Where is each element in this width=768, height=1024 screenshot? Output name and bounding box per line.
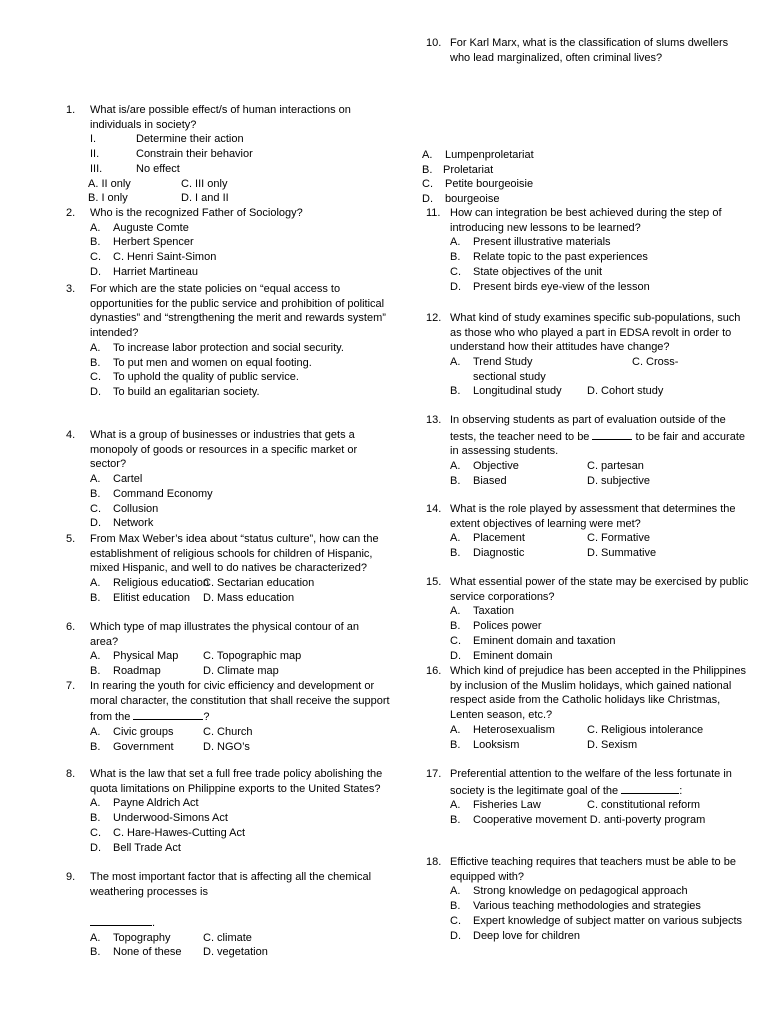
question-15 xyxy=(426,575,750,663)
question-11 xyxy=(426,206,750,294)
choice-row xyxy=(88,177,390,192)
question-16 xyxy=(426,664,750,752)
answer-blank xyxy=(592,428,632,440)
option: D. Bell Trade Act xyxy=(90,841,181,854)
option: D. To build an egalitarian society. xyxy=(90,385,260,398)
option: Government xyxy=(113,740,174,753)
option: C. Topographic map xyxy=(203,650,302,663)
option: C. Eminent domain and taxation xyxy=(450,634,616,647)
option: Diagnostic xyxy=(473,547,525,560)
option-row: A. Fisheries Law C. constitutional reform xyxy=(450,799,701,812)
question-text: What kind of study examines specific sub-populations, such as those who who played a part in EDSA revolt in order to understand how their attitudes have change? xyxy=(450,312,741,354)
option: A. To increase labor protection and social security. xyxy=(90,341,344,354)
question-number: 17. xyxy=(426,768,442,780)
option-row: A. Heterosexualism C. Religious intolerance xyxy=(450,723,704,736)
question-18 xyxy=(426,855,750,943)
option: C. C. Hare-Hawes-Cutting Act xyxy=(90,826,246,839)
option: Religious education xyxy=(113,577,210,590)
option: Civic groups xyxy=(113,726,174,739)
option-row: B. Roadmap D. Climate map xyxy=(90,665,279,678)
option: D. bourgeoise xyxy=(422,193,500,206)
question-10-options xyxy=(422,148,722,207)
option-row: A. Objective C. partesan xyxy=(450,460,644,473)
question-17 xyxy=(426,767,750,828)
choice-row xyxy=(88,191,390,206)
option: C. climate xyxy=(203,931,252,944)
option: C. Sectarian education xyxy=(203,577,315,590)
option: C. Collusion xyxy=(90,502,159,515)
question-number: 18. xyxy=(426,856,442,868)
option-row: A. Physical Map C. Topographic map xyxy=(90,650,302,663)
question-text: For which are the state policies on “equal access to opportunities for the public service and prohibition of political dynasties” and “strengthening the merit and rewards system” intended? xyxy=(90,283,386,340)
question-number: 11. xyxy=(426,207,441,219)
question-text: Who is the recognized Father of Sociology? xyxy=(90,207,303,219)
option: D. Network xyxy=(90,517,154,530)
question-text: Preferential attention to the welfare of the less fortunate in society is the legitimate goal of the : xyxy=(450,768,732,797)
option: A. Lumpenproletariat xyxy=(422,149,534,161)
option: D. Summative xyxy=(587,547,657,560)
statement-item: III. No effect xyxy=(90,162,180,175)
question-8 xyxy=(66,767,390,855)
option: B. Underwood-Simons Act xyxy=(90,812,228,825)
question-12 xyxy=(426,311,750,399)
question-10 xyxy=(426,36,750,65)
option: A. Payne Aldrich Act xyxy=(90,797,199,810)
question-text: What is the role played by assessment that determines the extent objectives of learning were met? xyxy=(450,503,736,530)
option: B. Polices power xyxy=(450,620,542,633)
statement-item: I. Determine their action xyxy=(90,133,244,146)
choice: C. III only xyxy=(181,177,228,190)
question-3 xyxy=(66,282,390,400)
question-text: In rearing the youth for civic efficiency and development or moral character, the constitution that shall receive the support from the ? xyxy=(90,680,390,724)
option: D. Cohort study xyxy=(587,385,664,398)
option: C. To uphold the quality of public service. xyxy=(90,371,299,384)
option: B. To put men and women on equal footing. xyxy=(90,356,312,369)
option: D. Climate map xyxy=(203,665,279,678)
question-text: The most important factor that is affecting all the chemical weathering processes is xyxy=(90,871,372,898)
option: Fisheries Law xyxy=(473,799,541,812)
option: B. Various teaching methodologies and strategies xyxy=(450,900,701,913)
answer-blank xyxy=(90,914,152,926)
option: Biased xyxy=(473,474,507,487)
option: Roadmap xyxy=(113,665,161,678)
question-9: 9. The most important factor that is affecting all the chemical weathering processes is . A. Topography C. climate B. None of these D. vegetation xyxy=(66,870,390,960)
option: B. Herbert Spencer xyxy=(90,236,194,249)
option: Looksism xyxy=(473,738,520,751)
question-text: How can integration be best achieved during the step of introducing new lessons to be learned? xyxy=(450,207,722,234)
question-text: Effictive teaching requires that teachers must be able to be equipped with? xyxy=(450,856,736,883)
option-row: A. Trend Study C. Cross- xyxy=(450,356,679,369)
question-number: 14. xyxy=(426,503,442,515)
option-row: B. Elitist education D. Mass education xyxy=(90,591,295,604)
option-row: A. Religious education C. Sectarian education xyxy=(90,577,315,590)
option: A. Present illustrative materials xyxy=(450,236,611,249)
option: A. Taxation xyxy=(450,605,514,618)
option: Heterosexualism xyxy=(473,723,555,736)
option: Topography xyxy=(113,931,171,944)
question-number: 2. xyxy=(66,207,76,219)
question-number: 12. xyxy=(426,312,442,324)
option: D. Deep love for children xyxy=(450,929,581,942)
option: D. vegetation xyxy=(203,946,268,959)
question-text: For Karl Marx, what is the classification of slums dwellers who lead marginalized, often criminal lives? xyxy=(450,37,729,64)
option: D. Harriet Martineau xyxy=(90,265,198,278)
option: A. Cartel xyxy=(90,473,143,486)
question-1 xyxy=(66,103,390,206)
question-number: 8. xyxy=(66,768,76,780)
option: B. Command Economy xyxy=(90,487,213,500)
question-number: 15. xyxy=(426,576,442,588)
option: B. Relate topic to the past experiences xyxy=(450,251,648,264)
option-continuation: sectional study xyxy=(473,370,546,383)
choice: B. I only xyxy=(88,192,128,205)
option-row: A. Topography C. climate xyxy=(90,931,252,944)
question-2 xyxy=(66,206,390,280)
option: C. C. Henri Saint-Simon xyxy=(90,251,217,264)
question-number: 9. xyxy=(66,871,76,883)
choice: D. I and II xyxy=(181,192,229,205)
option-row: B. Longitudinal study D. Cohort study xyxy=(450,385,664,398)
option-row: B. Biased D. subjective xyxy=(450,474,650,487)
answer-blank xyxy=(621,782,679,794)
statement-item: II. Constrain their behavior xyxy=(90,148,253,161)
option: B. Proletariat xyxy=(422,163,494,176)
option: C. Religious intolerance xyxy=(587,723,704,736)
question-number: 5. xyxy=(66,533,76,545)
question-number: 7. xyxy=(66,680,76,692)
option: D. subjective xyxy=(587,474,650,487)
option-row: B. Diagnostic D. Summative xyxy=(450,547,657,560)
option: C. Expert knowledge of subject matter on various subjects xyxy=(450,914,743,927)
question-text: What is a group of businesses or industries that gets a monopoly of goods or resources in a specific market or sector? xyxy=(90,429,358,471)
question-number: 13. xyxy=(426,414,442,426)
question-7 xyxy=(66,679,390,754)
option: C. Petite bourgeoisie xyxy=(422,178,534,191)
option: A. Strong knowledge on pedagogical approach xyxy=(450,885,688,898)
option-row: A. Civic groups C. Church xyxy=(90,726,253,739)
question-number: 6. xyxy=(66,621,76,633)
option: C. partesan xyxy=(587,460,644,473)
choice: A. II only xyxy=(88,177,131,190)
option: C. Church xyxy=(203,726,253,739)
option: C. Formative xyxy=(587,532,650,545)
question-text: From Max Weber’s idea about “status culture”, how can the establishment of religious schools for children of Hispanic, mixed Hispanic, and well to do natives be characterized? xyxy=(90,533,379,575)
option-row: A. Placement C. Formative xyxy=(450,532,650,545)
option: Trend Study xyxy=(473,356,533,369)
option: D. Present birds eye-view of the lesson xyxy=(450,280,650,293)
question-text: Which type of map illustrates the physical contour of an area? xyxy=(90,621,360,648)
option-row: B. Looksism D. Sexism xyxy=(450,738,638,751)
question-number: 3. xyxy=(66,283,76,295)
option: D. Sexism xyxy=(587,738,638,751)
question-text: What is the law that set a full free trade policy abolishing the quota limitations on Philippine exports to the United States? xyxy=(90,768,383,795)
option-row: B. Government D. NGO’s xyxy=(90,740,250,753)
question-number: 4. xyxy=(66,429,76,441)
option: Physical Map xyxy=(113,650,179,663)
question-text: What is/are possible effect/s of human interactions on individuals in society? xyxy=(90,104,351,131)
option: D. NGO’s xyxy=(203,740,250,753)
question-14 xyxy=(426,502,750,561)
option: D. Eminent domain xyxy=(450,649,553,662)
question-13 xyxy=(426,413,750,488)
question-text: In observing students as part of evaluation outside of the tests, the teacher need to be to be fair and accurate in assessing students. xyxy=(450,414,745,458)
question-text: Which kind of prejudice has been accepted in the Philippines by inclusion of the Muslim holidays, which gained national respect aside from the Catholic holidays like Christmas, Lenten season, etc.? xyxy=(450,665,746,722)
option: A. Auguste Comte xyxy=(90,221,189,234)
option: C. Cross- xyxy=(632,356,679,369)
question-4 xyxy=(66,428,390,531)
option: B. Cooperative movement D. anti-poverty program xyxy=(450,814,706,827)
option: Longitudinal study xyxy=(473,385,562,398)
option: Elitist education xyxy=(113,591,191,604)
question-5 xyxy=(66,532,390,605)
option: D. Mass education xyxy=(203,591,295,604)
option: C. State objectives of the unit xyxy=(450,265,603,278)
question-number: 10. xyxy=(426,37,442,49)
answer-blank xyxy=(133,708,203,720)
question-number: 16. xyxy=(426,665,442,677)
option: None of these xyxy=(113,946,182,959)
option: Placement xyxy=(473,532,525,545)
question-text: What essential power of the state may be exercised by public service corporations? xyxy=(450,576,749,603)
option-row: B. None of these D. vegetation xyxy=(90,946,268,959)
option: Objective xyxy=(473,460,519,473)
option: C. constitutional reform xyxy=(587,799,701,812)
question-6 xyxy=(66,620,390,679)
question-number: 1. xyxy=(66,104,76,116)
